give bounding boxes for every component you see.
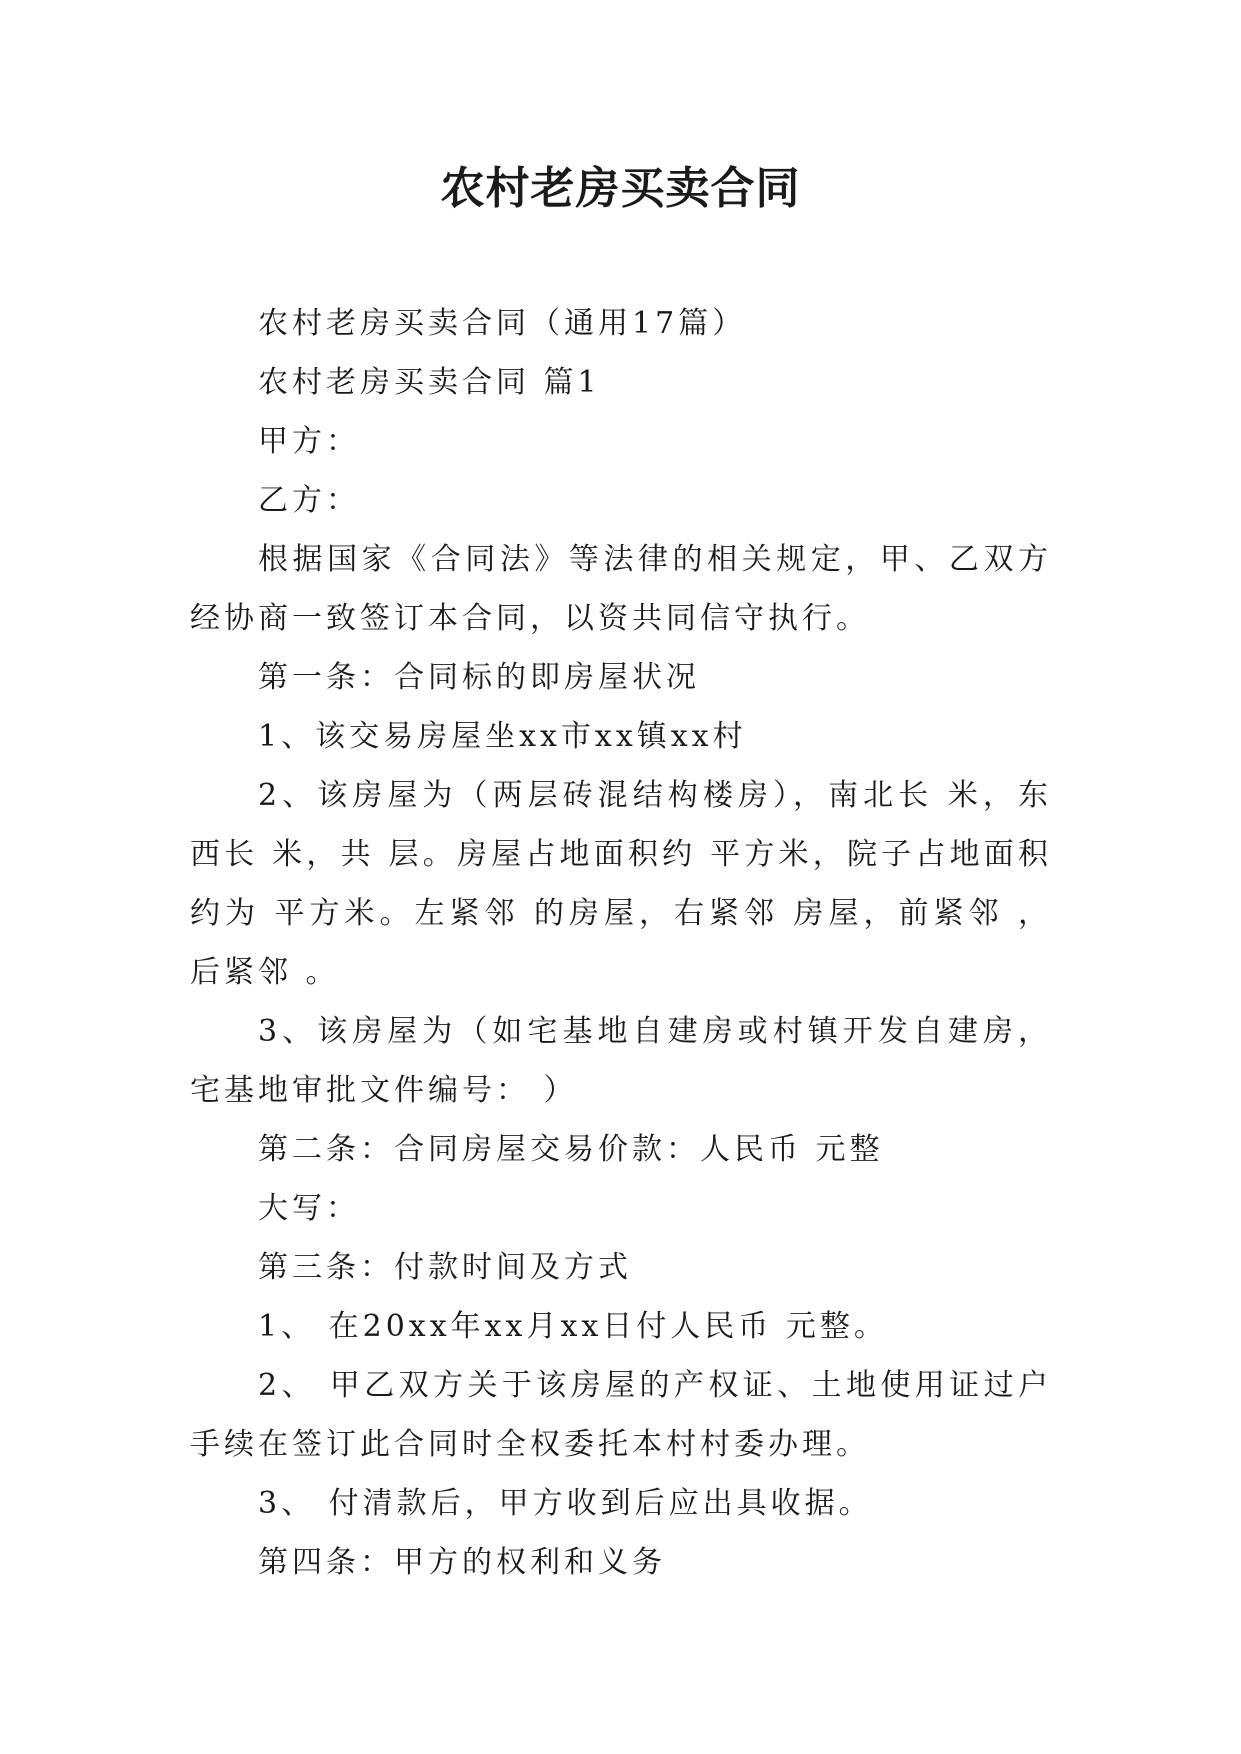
paragraph-article-3-item-3: 3、 付清款后，甲方收到后应出具收据。: [258, 1486, 873, 1521]
paragraph-subtitle: 农村老房买卖合同（通用17篇）: [258, 306, 747, 341]
document-title: 农村老房买卖合同: [440, 163, 801, 214]
paragraph-article-3-item-2: 2、 甲乙双方关于该房屋的产权证、土地使用证过户手续在签订此合同时全权委托本村村委办理。: [190, 1368, 1052, 1462]
paragraph-article-1-item-3: 3、该房屋为（如宅基地自建房或村镇开发自建房，宅基地审批文件编号： ）: [190, 1014, 1052, 1108]
paragraph-article-1: 第一条：合同标的即房屋状况: [258, 660, 700, 695]
paragraph-party-a: 甲方：: [258, 424, 360, 459]
paragraph-article-2: 第二条：合同房屋交易价款：人民币 元整: [258, 1132, 884, 1167]
paragraph-party-b: 乙方：: [258, 483, 360, 518]
paragraph-article-1-item-2: 2、该房屋为（两层砖混结构楼房），南北长 米，东西长 米，共 层。房屋占地面积约 平方米，院子占地面积约为 平方米。左紧邻 的房屋，右紧邻 房屋，前紧邻 ，后紧邻 。: [190, 778, 1052, 990]
paragraph-section-heading: 农村老房买卖合同 篇1: [258, 365, 601, 400]
paragraph-article-1-item-1: 1、该交易房屋坐xx市xx镇xx村: [258, 719, 747, 754]
paragraph-article-3-item-1: 1、 在20xx年xx月xx日付人民币 元整。: [258, 1309, 888, 1344]
paragraph-amount-in-words: 大写：: [258, 1191, 360, 1226]
paragraph-article-3: 第三条：付款时间及方式: [258, 1250, 632, 1285]
paragraph-article-4: 第四条：甲方的权利和义务: [258, 1545, 666, 1580]
document-body: [190, 294, 1052, 1592]
paragraph-preamble: 根据国家《合同法》等法律的相关规定，甲、乙双方经协商一致签订本合同，以资共同信守执行。: [190, 542, 1052, 636]
